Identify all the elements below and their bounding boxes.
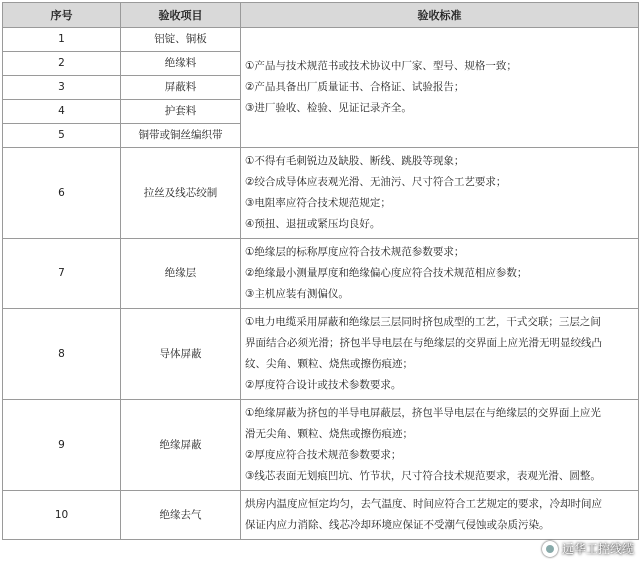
standard-line: ②厚度符合设计或技术参数要求。	[245, 379, 402, 391]
row-no: 4	[3, 100, 121, 124]
row-standard	[241, 309, 639, 400]
table-row	[3, 491, 639, 540]
row-item: 导体屏蔽	[121, 309, 241, 400]
standard-line: ②绝缘最小测量厚度和绝缘偏心度应符合技术规范相应参数；	[245, 267, 528, 279]
standard-line: ①不得有毛刺锐边及缺股、断线、跳股等现象；	[245, 155, 465, 167]
row-no: 10	[3, 491, 121, 540]
standard-line: ③线芯表面无划痕凹坑、竹节状，尺寸符合技术规范要求，表观光滑、圆整。	[245, 470, 601, 482]
row-no: 1	[3, 28, 121, 52]
row-no: 5	[3, 124, 121, 148]
row-standard	[241, 239, 639, 309]
standard-line: ①产品与技术规范书或技术协议中厂家、型号、规格一致；	[245, 60, 517, 72]
standard-line: 保证内应力消除、线芯冷却环境应保证不受潮气侵蚀或杂质污染。	[245, 519, 550, 531]
watermark-text: 远华工控线缆	[561, 542, 634, 556]
row-standard	[241, 28, 639, 148]
row-no: 8	[3, 309, 121, 400]
standard-line: ③主机应装有测偏仪。	[245, 288, 349, 300]
row-item: 绝缘层	[121, 239, 241, 309]
standard-line: ①电力电缆采用屏蔽和绝缘层三层同时挤包成型的工艺，干式交联；三层之间	[245, 316, 601, 328]
wechat-icon	[542, 541, 558, 557]
row-no: 6	[3, 148, 121, 239]
header-no: 序号	[3, 3, 121, 28]
row-standard	[241, 400, 639, 491]
standard-line: ①绝缘屏蔽为挤包的半导电屏蔽层，挤包半导电层在与绝缘层的交界面上应光	[245, 407, 601, 419]
standard-line: ④预扭、退扭或紧压均良好。	[245, 218, 381, 230]
row-item: 绝缘料	[121, 52, 241, 76]
standard-line: 界面结合必须光滑；挤包半导电层在与绝缘层的交界面上应光滑无明显绞线凸	[245, 337, 602, 349]
standard-line: ②绞合成导体应表观光滑、无油污、尺寸符合工艺要求；	[245, 176, 507, 188]
standard-line: 烘房内温度应恒定均匀，去气温度、时间应符合工艺规定的要求，冷却时间应	[245, 498, 602, 510]
table-row	[3, 309, 639, 400]
acceptance-table	[2, 2, 639, 540]
standard-line: ③进厂验收、检验、见证记录齐全。	[245, 102, 412, 114]
table-row	[3, 239, 639, 309]
row-no: 2	[3, 52, 121, 76]
row-item: 绝缘屏蔽	[121, 400, 241, 491]
table-row	[3, 148, 639, 239]
row-item: 铜带或铜丝编织带	[121, 124, 241, 148]
standard-line: 纹、尖角、颗粒、烧焦或擦伤痕迹；	[245, 358, 413, 370]
standard-line: ①绝缘层的标称厚度应符合技术规范参数要求；	[245, 246, 465, 258]
row-standard	[241, 148, 639, 239]
standard-line: 滑无尖角、颗粒、烧焦或擦伤痕迹；	[245, 428, 413, 440]
watermark	[542, 540, 634, 557]
header-row	[3, 3, 639, 28]
row-item: 铝锭、铜板	[121, 28, 241, 52]
standard-line: ③电阻率应符合技术规范规定；	[245, 197, 391, 209]
row-no: 7	[3, 239, 121, 309]
row-no: 9	[3, 400, 121, 491]
table-row	[3, 28, 639, 52]
row-item: 绝缘去气	[121, 491, 241, 540]
standard-line: ②产品具备出厂质量证书、合格证、试验报告；	[245, 81, 465, 93]
header-standard: 验收标准	[241, 3, 639, 28]
row-standard	[241, 491, 639, 540]
row-no: 3	[3, 76, 121, 100]
standard-line: ②厚度应符合技术规范参数要求；	[245, 449, 402, 461]
row-item: 屏蔽料	[121, 76, 241, 100]
table-row	[3, 400, 639, 491]
row-item: 拉丝及线芯绞制	[121, 148, 241, 239]
header-item: 验收项目	[121, 3, 241, 28]
row-item: 护套料	[121, 100, 241, 124]
